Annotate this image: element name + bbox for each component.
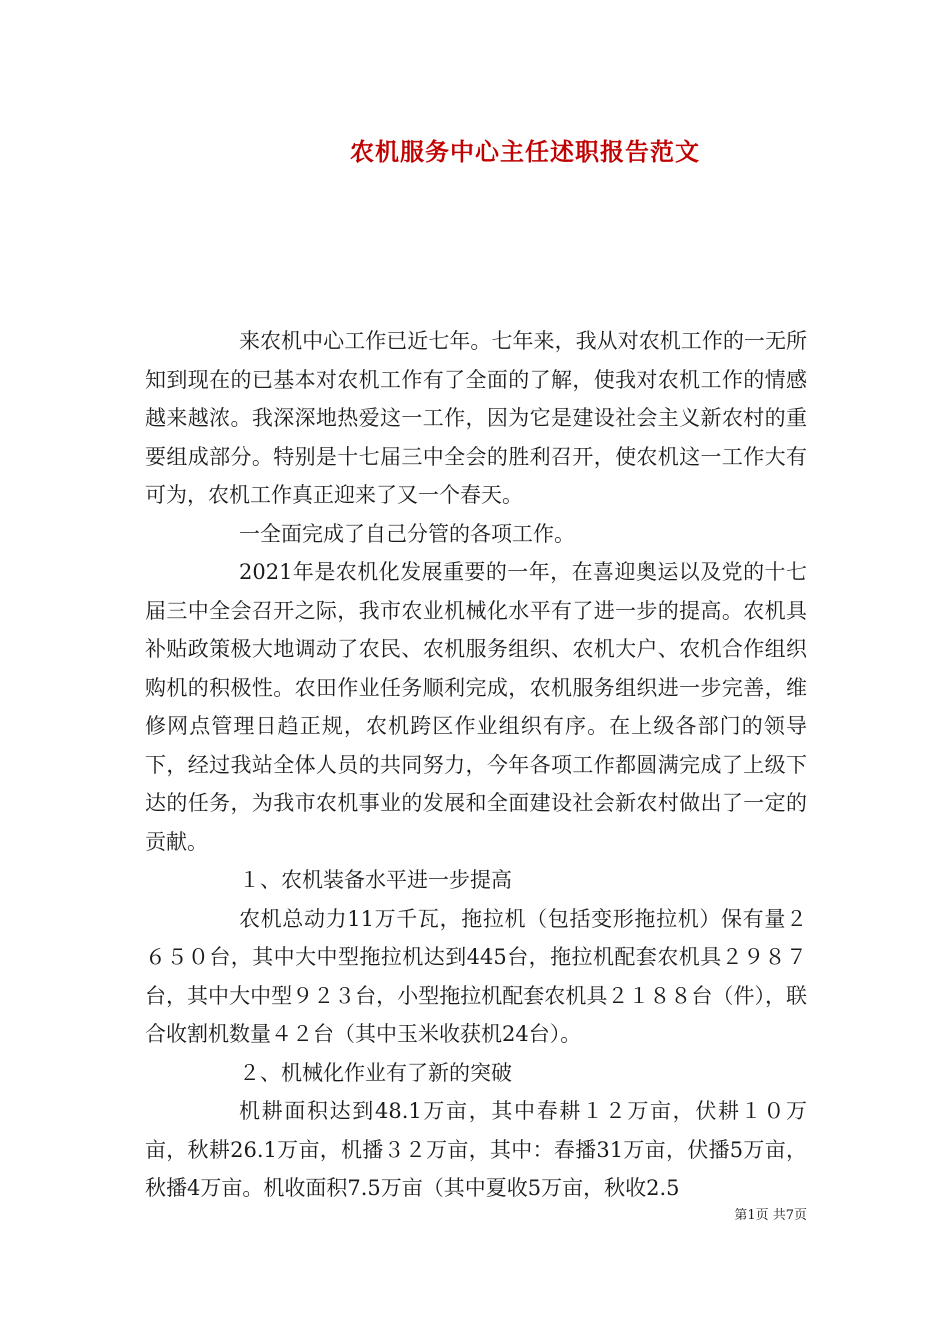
paragraph-equipment: 农机总动力11万千瓦，拖拉机（包括变形拖拉机）保有量２６５０台，其中大中型拖拉机达到445台，拖拉机配套农机具２９８７台，其中大中型９２３台，小型拖拉机配套农机具２１８８台（件），联合收割机数量４２台（其中玉米收获机24台）。 bbox=[145, 906, 807, 1046]
section-heading-one: 一全面完成了自己分管的各项工作。 bbox=[239, 521, 575, 546]
subheading-equipment: １、农机装备水平进一步提高 bbox=[239, 868, 512, 892]
paragraph-mechanization: 机耕面积达到48.1万亩，其中春耕１２万亩，伏耕１０万亩，秋耕26.1万亩，机播３２万亩，其中：春播31万亩，伏播5万亩，秋播4万亩。机收面积7.5万亩（其中夏收5万亩，秋收2.5 bbox=[145, 1099, 807, 1200]
subheading-mechanization: ２、机械化作业有了新的突破 bbox=[239, 1060, 512, 1085]
page-footer: 第1页 共7页 bbox=[734, 1208, 807, 1223]
paragraph-2021-overview: 2021年是农机化发展重要的一年，在喜迎奥运以及党的十七届三中全会召开之际，我市农业机械化水平有了进一步的提高。农机具补贴政策极大地调动了农民、农机服务组织、农机大户、农机合作组织购机的积极性。农田作业任务顺利完成，农机服务组织进一步完善，维修网点管理日趋正规，农机跨区作业组织有序。在上级各部门的领导下，经过我站全体人员的共同努力，今年各项工作都圆满完成了上级下达的任务，为我市农机事业的发展和全面建设社会新农村做出了一定的贡献。 bbox=[145, 560, 807, 854]
paragraph-intro: 来农机中心工作已近七年。七年来，我从对农机工作的一无所知到现在的已基本对农机工作有了全面的了解，使我对农机工作的情感越来越浓。我深深地热爱这一工作，因为它是建设社会主义新农村的重要组成部分。特别是十七届三中全会的胜利召开，使农机这一工作大有可为，农机工作真正迎来了又一个春天。 bbox=[145, 329, 807, 507]
document-body bbox=[145, 322, 807, 1208]
document-title: 农机服务中心主任述职报告范文 bbox=[350, 137, 700, 166]
